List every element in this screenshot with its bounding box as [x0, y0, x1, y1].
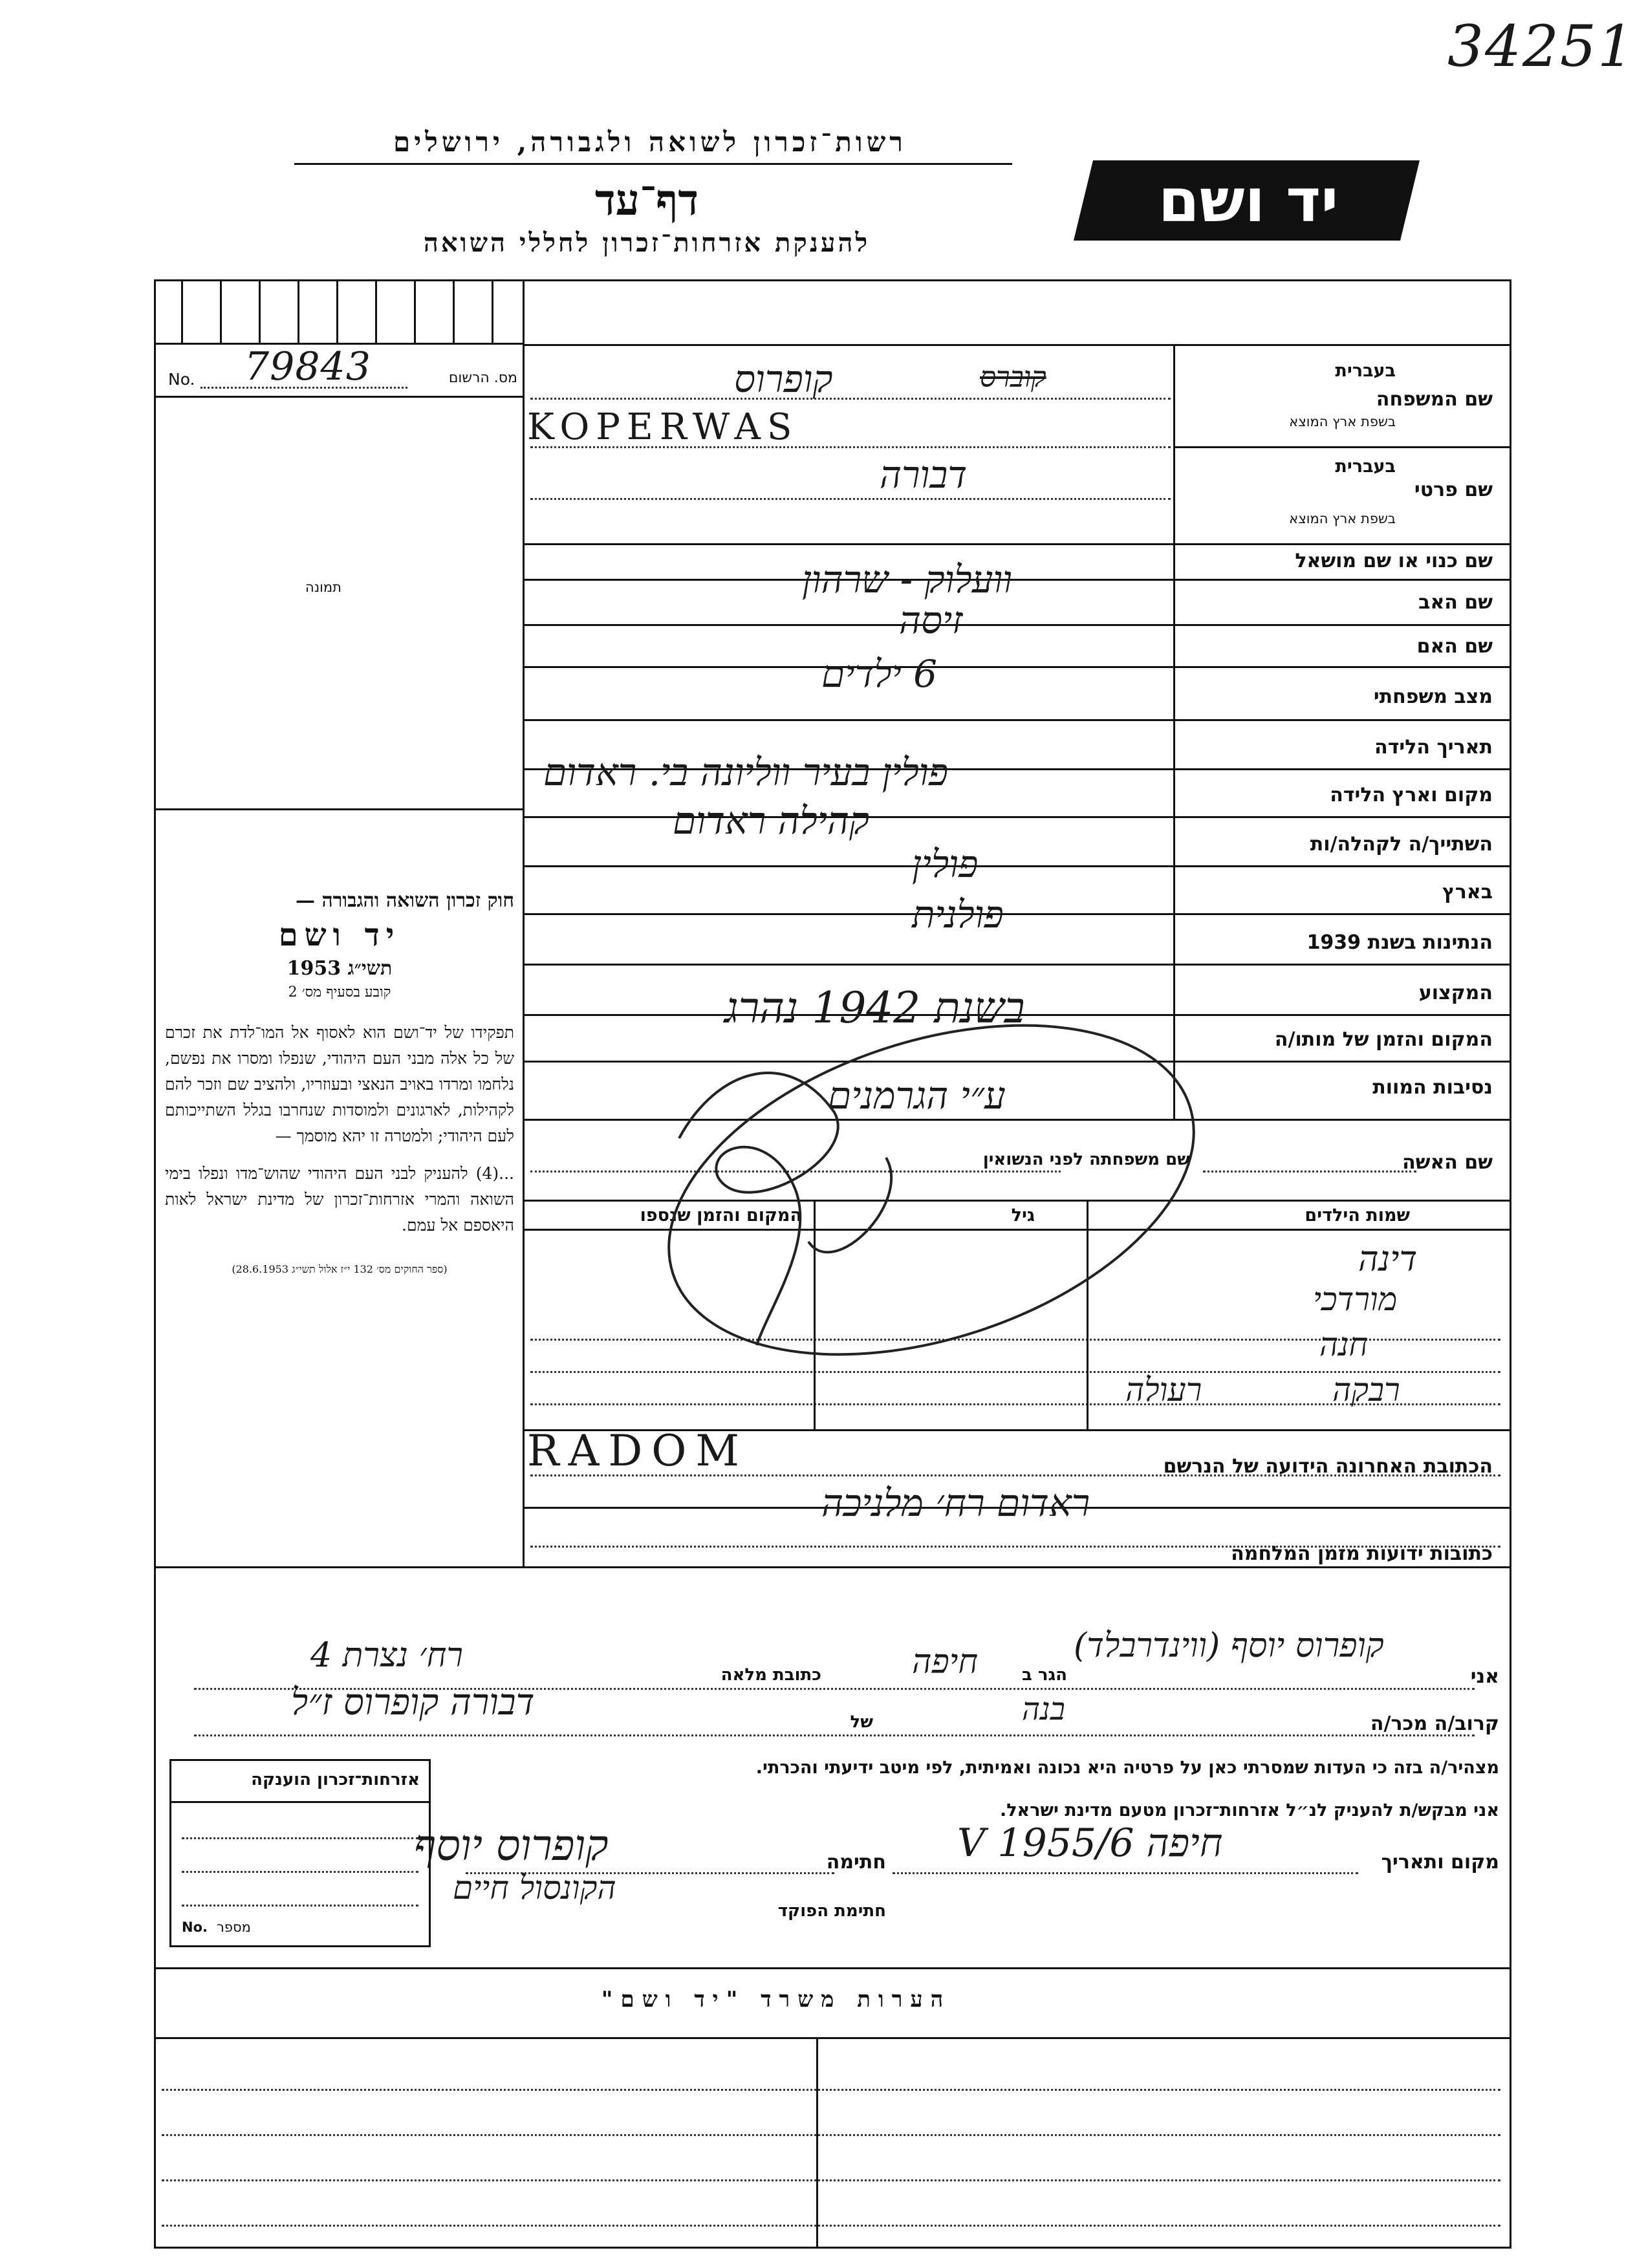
label-signature: חתימה: [826, 1851, 886, 1874]
grid-col: [375, 279, 377, 343]
entry-father: וועלוק - שרהון: [802, 557, 1013, 601]
citizenship-dotline: [182, 1905, 418, 1906]
photo-label: תמונה: [305, 579, 341, 595]
reg-dotline: [200, 387, 407, 389]
witness-name: קופרוס יוסף (ווינדרבלד): [1074, 1626, 1384, 1665]
label-maiden-name: שם משפחתה לפני הנשואין: [982, 1150, 1190, 1169]
witness-city: חיפה: [912, 1643, 979, 1681]
notes-dotline: [162, 2089, 1500, 2091]
entry-citizenship: פולנית: [912, 892, 1004, 936]
entry-first-name: דבורה: [880, 453, 968, 497]
authority-underline: [294, 163, 1012, 165]
grid-col: [453, 279, 455, 343]
entry-community: קהילה ראדום: [673, 799, 870, 843]
law-year: תשי״ג 1953: [287, 957, 393, 980]
label-origin-lang-2: בשפת ארץ המוצא: [1289, 511, 1396, 526]
row-line: [523, 344, 1510, 346]
reg-box-bottom: [154, 396, 523, 398]
office-notes-top: [154, 1967, 1511, 1969]
label-i: אני: [1470, 1665, 1499, 1688]
child-1: דינה: [1358, 1238, 1418, 1279]
grid-col: [414, 279, 416, 343]
label-of: של: [850, 1712, 873, 1732]
frame-top: [154, 279, 1511, 281]
grid-col: [259, 279, 261, 343]
notes-dotline: [162, 2134, 1500, 2136]
label-marital: מצב משפחתי: [1373, 686, 1493, 708]
grid-col: [336, 279, 338, 343]
law-title: חוק זכרון השואה והגבורה —: [296, 889, 514, 912]
citizenship-box: [169, 1759, 431, 1947]
label-origin-lang: בשפת ארץ המוצא: [1289, 414, 1396, 429]
row-line: [523, 964, 1510, 966]
label-community: השתייך/ה לקהלה/ות: [1310, 833, 1493, 856]
grid-col: [492, 279, 493, 343]
label-age: גיל: [1011, 1205, 1035, 1226]
citizenship-box-divider: [171, 1801, 429, 1803]
citizenship-granted-label: אזרחות־זכרון הוענקה: [251, 1770, 420, 1789]
label-full-address: כתובת מלאה: [720, 1665, 821, 1685]
relation-of: דבורה קופרוס ז״ל: [291, 1681, 535, 1723]
logo-text: יד ושם: [1158, 166, 1339, 235]
label-last-address: הכתובת האחרונה הידועה של הנרשם: [1163, 1455, 1493, 1478]
place-date-dotline: [893, 1872, 1358, 1874]
left-column-divider: [523, 279, 525, 1566]
row-line: [523, 816, 1510, 818]
request: אני מבקש/ת להעניק לנ״ל אזרחות־זכרון מטעם מדינת ישראל.: [999, 1800, 1499, 1820]
official-scribble: [640, 1009, 1222, 1410]
label-column-divider: [1173, 344, 1175, 1120]
place-date: חיפה 6/V 1955: [957, 1820, 1223, 1866]
reg-number: 79843: [244, 344, 371, 389]
yad-vashem-logo: [1074, 155, 1423, 246]
label-place-date: מקום ותאריך: [1381, 1851, 1499, 1874]
entry-family-name-origin: KOPERWAS: [527, 406, 799, 448]
law-paragraph-1: תפקידו של יד־ושם הוא לאסוף אל המו־לדת את זכרם של כל אלה מבני העם היהודי, שנפלו ומסרו את נפשם, נלחמו ומרדו באויב הנאצי ובעוזריו, ולהציב שם וזכר להם לקהילות, לארגונים ולמוסדות שנחרבו בגלל השתייכותם לעם היהודי; ולמטרה זו יהא מוסמך —: [165, 1023, 514, 1145]
relative-dotline: [194, 1734, 1475, 1736]
office-notes-title: הערות משרד "יד ושם": [601, 1987, 951, 2013]
photo-box-bottom: [154, 808, 523, 810]
office-notes-divider: [816, 2037, 818, 2247]
row-line: [1173, 446, 1510, 448]
law-name: יד ושם: [278, 917, 401, 953]
authority-line: רשות־זכרון לשואה ולגבורה, ירושלים: [393, 126, 907, 158]
entry-death-place-time: בשנת 1942 נהרג: [724, 983, 1025, 1033]
label-birth-place: מקום וארץ הלידה: [1330, 784, 1493, 806]
official-signature: הקונסול חיים: [453, 1869, 616, 1906]
child-4: רבקה: [1332, 1371, 1400, 1409]
label-in-hebrew-2: בעברית: [1335, 457, 1396, 477]
label-death-place-time: המקום והזמן של מותו/ה: [1274, 1028, 1493, 1051]
wife-dotline: [1203, 1171, 1416, 1172]
declaration: מצהיר/ה בזה כי העדות שמסרתי כאן על פרטיה היא נכונה ואמיתית, לפי מיטב ידיעתי והכרתי.: [755, 1758, 1499, 1778]
entry-mother: זיסה: [899, 598, 963, 642]
witness-signature: קופרוס יוסף: [414, 1820, 609, 1870]
row-line: [523, 624, 1510, 626]
label-relative: קרוב/ה מכר/ה: [1370, 1712, 1499, 1735]
row-line: [523, 666, 1510, 668]
child-2: מורדכי: [1313, 1280, 1398, 1318]
grid-col: [220, 279, 222, 343]
citizenship-number-he: מספר: [217, 1919, 251, 1935]
label-family-name: שם המשפחה: [1376, 388, 1493, 411]
label-official-signature: חתימת הפוקד: [777, 1901, 886, 1921]
form-subtitle: להענקת אזרחות־זכרון לחללי השואה: [423, 228, 871, 258]
law-citation: (ספר החוקים מס׳ 132 י״ז אלול תשי״ג 28.6.1953): [232, 1263, 448, 1275]
label-children-names: שמות הילדים: [1305, 1205, 1410, 1226]
citizenship-dotline: [182, 1871, 418, 1873]
label-wife: שם האשה: [1402, 1151, 1493, 1174]
row-line: [154, 1566, 1511, 1568]
law-sidebar: [165, 889, 514, 1277]
dot-line: [530, 398, 1171, 400]
entry-family-name-crossed: קוברס: [980, 361, 1046, 394]
law-paragraph-2: ...(4) להעניק לבני העם היהודי שהוש־מדו ונפלו בימי השואה והמרי אזרחות־זכרון של מדינת ישראל לאות היאספם אל עמם.: [165, 1164, 514, 1235]
label-profession: המקצוע: [1418, 982, 1493, 1004]
label-father: שם האב: [1418, 591, 1493, 614]
label-residing-in: הגר ב: [1021, 1665, 1067, 1685]
law-section: קובע בסעיף מס׳ 2: [288, 984, 391, 1000]
row-line: [523, 579, 1510, 581]
reg-label-en: No.: [168, 370, 195, 389]
entry-war-address: ראדום רח׳ מלניכה: [821, 1481, 1090, 1525]
citizenship-dotline: [182, 1837, 418, 1839]
label-death-circumstances: נסיבות המוות: [1372, 1076, 1493, 1099]
label-birth-date: תאריך הלידה: [1374, 736, 1493, 759]
citizenship-number-en: No.: [182, 1919, 208, 1935]
child-5: רעולה: [1125, 1371, 1202, 1409]
entry-in-country: פולין: [912, 842, 979, 886]
entry-birth-place: פולין בעיר ווליונה בי. ראדום: [543, 750, 949, 794]
label-place-time-perished: המקום והזמן שנספו: [640, 1205, 802, 1226]
grid-col: [181, 279, 183, 343]
frame-bottom: [154, 2247, 1511, 2249]
child-3: חנה: [1319, 1326, 1369, 1363]
entry-last-address: RADOM: [527, 1426, 748, 1476]
reg-label-he: מס. הרשום: [448, 370, 517, 386]
relation: בנה: [1022, 1691, 1065, 1727]
office-notes-rule: [154, 2037, 1511, 2039]
frame-left: [154, 279, 156, 2249]
notes-dotline: [162, 2225, 1500, 2227]
label-citizenship: הנתינות בשנת 1939: [1306, 931, 1493, 954]
witness-address: רח׳ נצרת 4: [310, 1636, 463, 1675]
archive-number: 34251: [1447, 13, 1635, 80]
row-line: [523, 913, 1510, 915]
grid-col: [298, 279, 299, 343]
row-line: [523, 719, 1510, 721]
label-in-country: בארץ: [1442, 881, 1493, 903]
row-line: [523, 865, 1510, 867]
dot-line: [530, 498, 1171, 500]
label-war-addresses: כתובות ידועות מזמן המלחמה: [1231, 1542, 1493, 1565]
row-line: [523, 543, 1510, 545]
label-first-name: שם פרטי: [1414, 479, 1493, 501]
entry-family-name-he: קופרוס: [734, 357, 833, 401]
frame-right: [1510, 279, 1511, 2249]
entry-marital: 6 ילדים: [821, 652, 938, 696]
label-mother: שם האם: [1416, 635, 1493, 658]
entry-death-circumstances: ע״י הגרמנים: [828, 1074, 1006, 1118]
notes-dotline: [162, 2179, 1500, 2181]
label-in-hebrew: בעברית: [1335, 361, 1396, 381]
label-nickname: שם כנוי או שם מושאל: [1295, 550, 1493, 572]
form-title: דף־עד: [594, 175, 699, 225]
